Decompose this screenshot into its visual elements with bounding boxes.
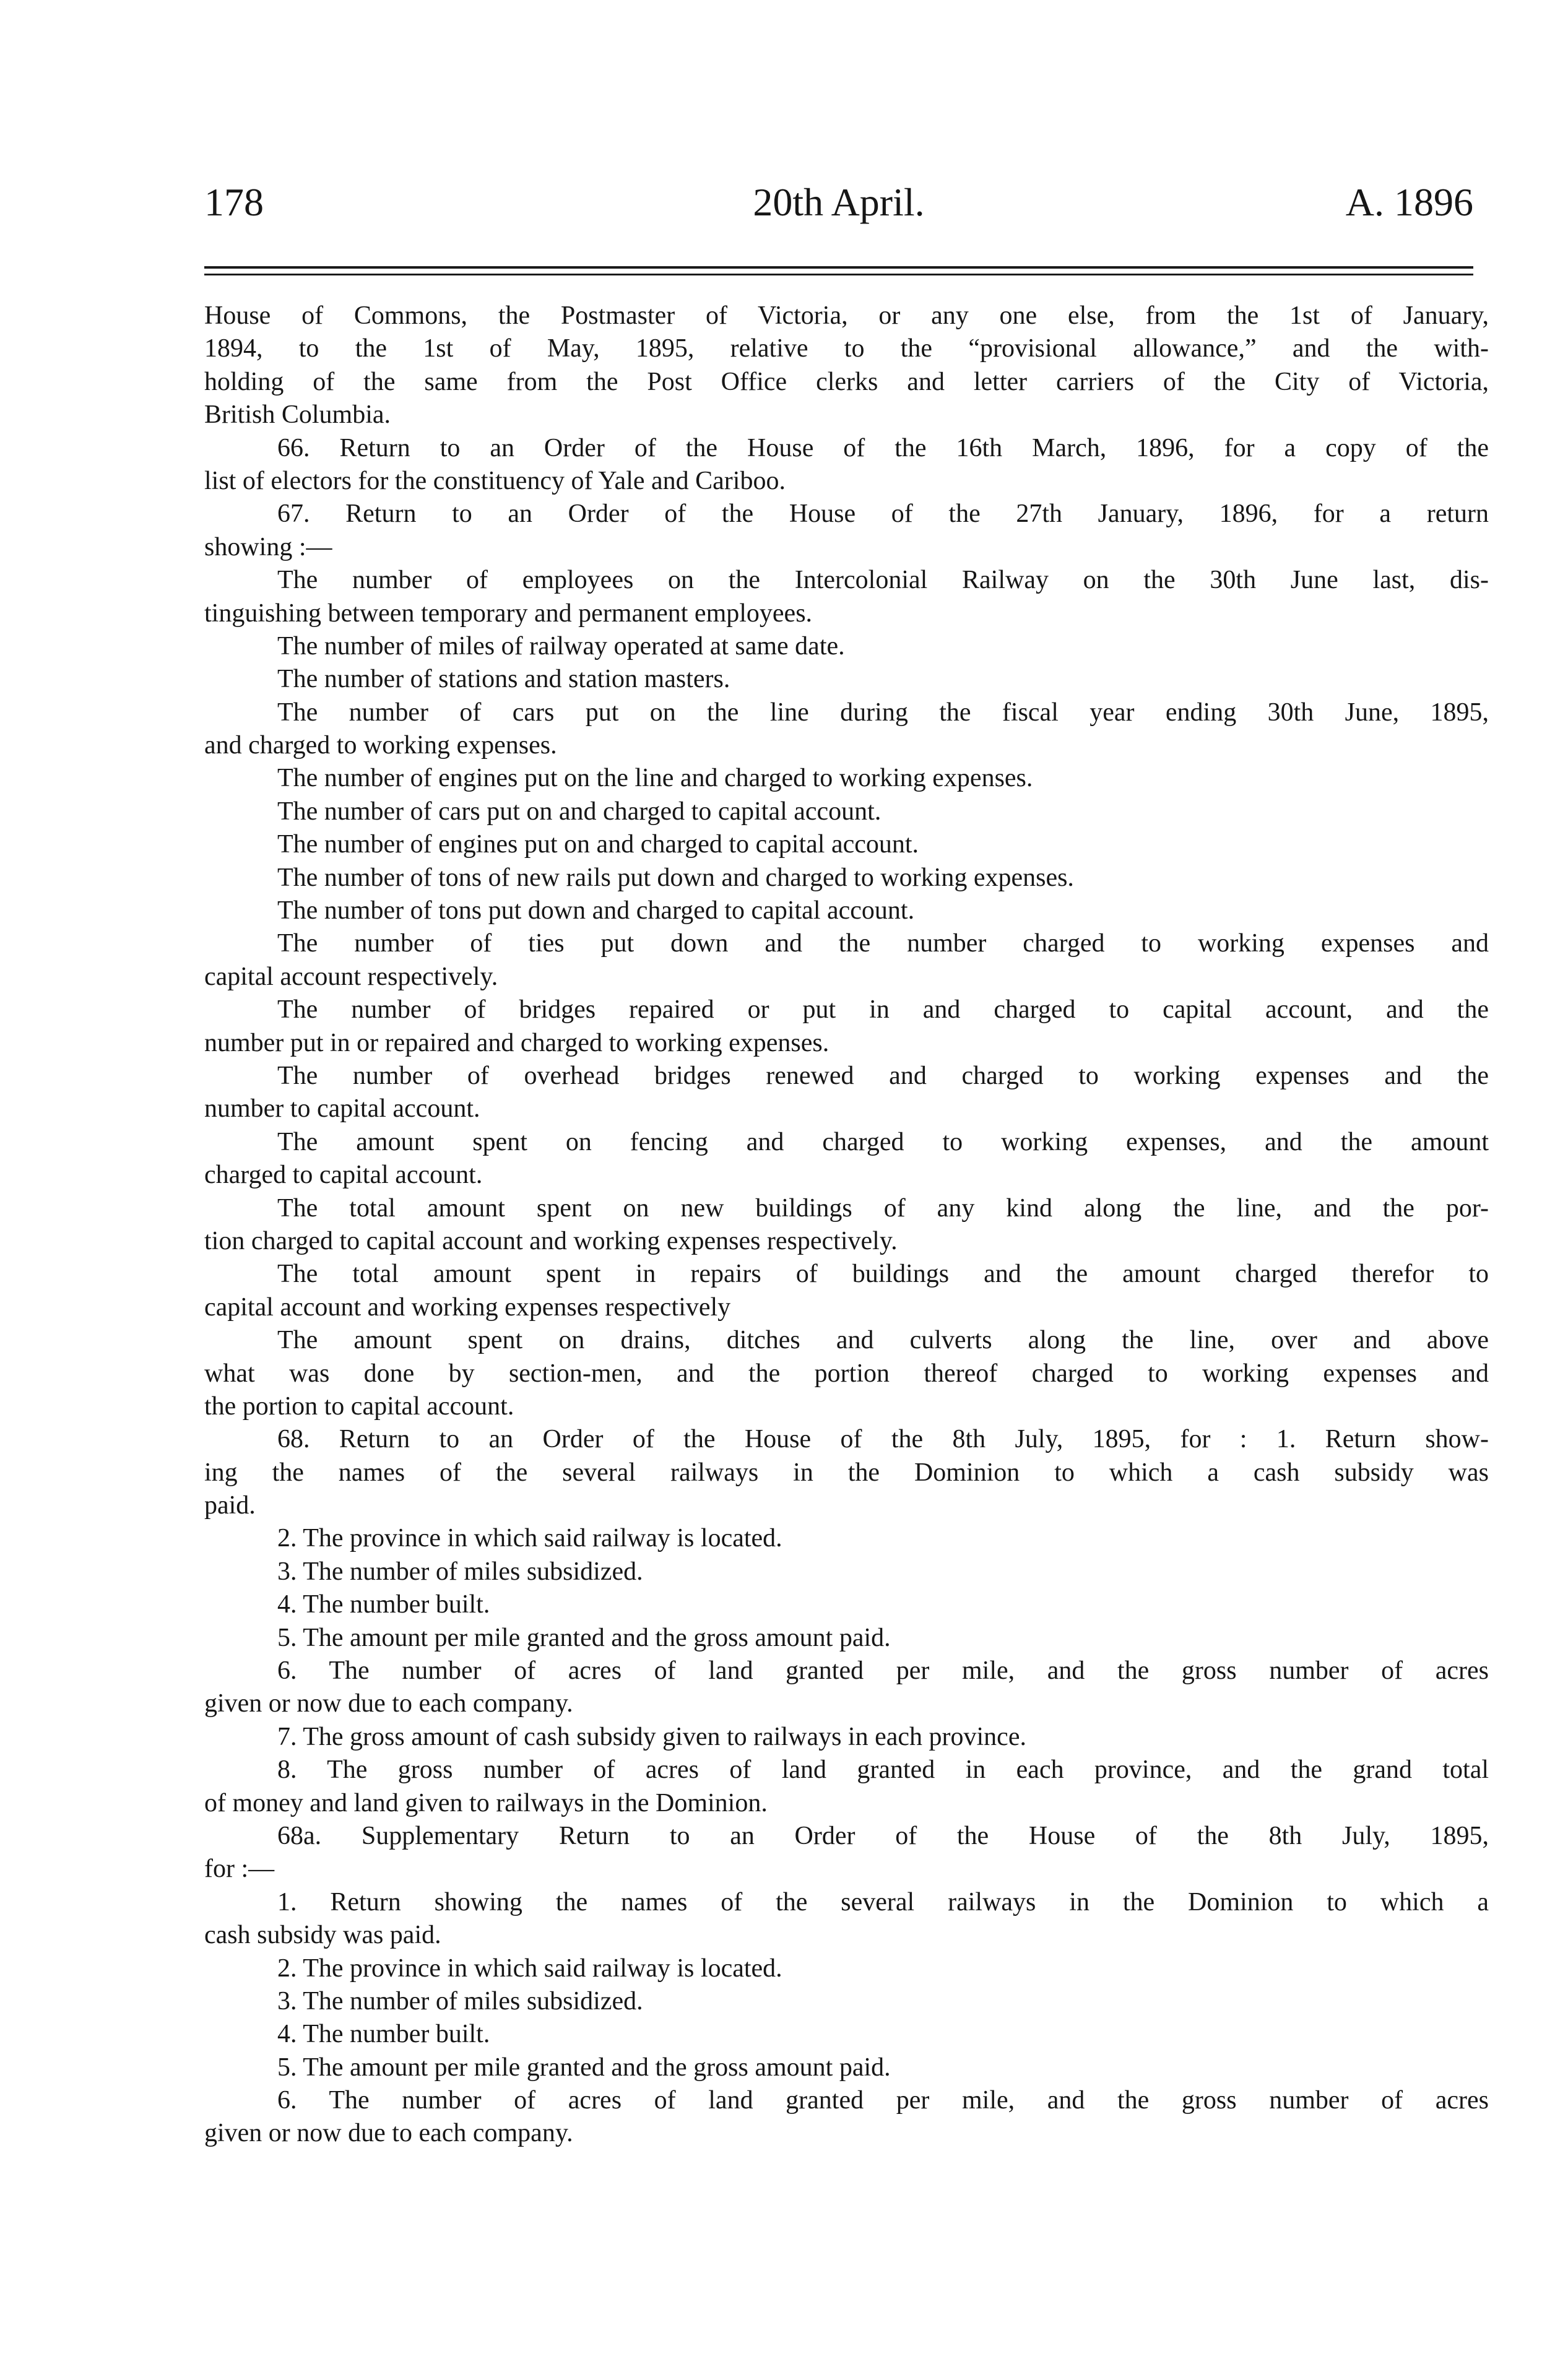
text-line: number put in or repaired and charged to working expenses.	[204, 1028, 829, 1057]
text-line: capital account and working expenses respectively	[204, 1292, 731, 1322]
text-line: 4. The number built.	[277, 1590, 490, 1619]
text-line: 2. The province in which said railway is located.	[277, 1524, 782, 1553]
page-header	[204, 180, 1473, 235]
text-line: The number of miles of railway operated at same date.	[277, 631, 845, 660]
text-line: 3. The number of miles subsidized.	[277, 1986, 643, 2015]
text-line: The number of stations and station masters.	[277, 665, 730, 694]
text-line: British Columbia.	[204, 400, 391, 430]
text-line: 6. The number of acres of land granted per mile, and the gross number of acres	[277, 1656, 1489, 1686]
text-line: charged to capital account.	[204, 1161, 483, 1190]
text-line: The number of ties put down and the number charged to working expenses and	[277, 929, 1489, 958]
text-line: for :—	[204, 1855, 275, 1884]
text-line: 6. The number of acres of land granted per mile, and the gross number of acres	[277, 2086, 1489, 2115]
text-line: given or now due to each company.	[204, 1689, 573, 1718]
text-line: The number of bridges repaired or put in and charged to capital account, and the	[277, 995, 1489, 1024]
text-line: list of electors for the constituency of Yale and Cariboo.	[204, 466, 786, 495]
text-line: The number of tons put down and charged to capital account.	[277, 896, 915, 925]
text-line: cash subsidy was paid.	[204, 1921, 441, 1950]
text-line: tion charged to capital account and working expenses respectively.	[204, 1226, 898, 1255]
text-line: what was done by section-men, and the portion thereof charged to working expenses and	[204, 1359, 1489, 1388]
text-line: 5. The amount per mile granted and the gross amount paid.	[277, 2053, 891, 2082]
header-rule-bottom	[204, 274, 1473, 275]
text-line: The number of cars put on and charged to capital account.	[277, 797, 881, 826]
text-line: the portion to capital account.	[204, 1392, 514, 1421]
text-line: of money and land given to railways in the Dominion.	[204, 1788, 768, 1817]
text-line: The number of engines put on the line and charged to working expenses.	[277, 764, 1033, 793]
text-line: The total amount spent in repairs of buildings and the amount charged therefor to	[277, 1260, 1489, 1289]
running-title: 20th April.	[753, 180, 925, 224]
text-line: holding of the same from the Post Office clerks and letter carriers of the City of Victoria,	[204, 367, 1489, 396]
text-line: The number of cars put on the line during the fiscal year ending 30th June, 1895,	[277, 698, 1489, 727]
text-line: 8. The gross number of acres of land granted in each province, and the grand total	[277, 1756, 1489, 1785]
year-label: A. 1896	[1345, 180, 1473, 224]
text-line: The number of overhead bridges renewed and charged to working expenses and the	[277, 1061, 1489, 1090]
text-line: The number of employees on the Intercolonial Railway on the 30th June last, dis-	[277, 566, 1489, 595]
text-line: showing :—	[204, 532, 332, 561]
text-line: 1. Return showing the names of the several railways in the Dominion to which a	[277, 1887, 1489, 1916]
header-rule-top	[204, 266, 1473, 269]
text-line: 3. The number of miles subsidized.	[277, 1557, 643, 1586]
text-line: paid.	[204, 1491, 256, 1520]
text-line: tinguishing between temporary and permanent employees.	[204, 599, 813, 628]
text-line: number to capital account.	[204, 1094, 480, 1124]
text-line: 68. Return to an Order of the House of the 8th July, 1895, for : 1. Return show-	[277, 1425, 1489, 1454]
text-line: 7. The gross amount of cash subsidy given to railways in each province.	[277, 1722, 1026, 1751]
text-line: 1894, to the 1st of May, 1895, relative to the “provisional allowance,” and the with-	[204, 334, 1489, 363]
text-line: 5. The amount per mile granted and the gross amount paid.	[277, 1623, 891, 1652]
text-line: The amount spent on fencing and charged to working expenses, and the amount	[277, 1127, 1489, 1156]
page-number: 178	[204, 180, 264, 224]
text-line: capital account respectively.	[204, 962, 498, 991]
text-line: The amount spent on drains, ditches and culverts along the line, over and above	[277, 1326, 1489, 1355]
text-line: The number of tons of new rails put down and charged to working expenses.	[277, 863, 1074, 892]
text-line: 68a. Supplementary Return to an Order of the House of the 8th July, 1895,	[277, 1821, 1489, 1850]
text-line: 2. The province in which said railway is located.	[277, 1954, 782, 1983]
text-line: given or now due to each company.	[204, 2119, 573, 2148]
text-line: ing the names of the several railways in the Dominion to which a cash subsidy was	[204, 1458, 1489, 1487]
text-line: House of Commons, the Postmaster of Victoria, or any one else, from the 1st of January,	[204, 301, 1489, 330]
text-line: and charged to working expenses.	[204, 731, 557, 760]
text-line: 4. The number built.	[277, 2020, 490, 2049]
text-line: 66. Return to an Order of the House of the 16th March, 1896, for a copy of the	[277, 433, 1489, 462]
text-line: 67. Return to an Order of the House of the 27th January, 1896, for a return	[277, 500, 1489, 529]
text-line: The number of engines put on and charged to capital account.	[277, 830, 919, 859]
body-text	[204, 300, 1489, 2150]
text-line: The total amount spent on new buildings of any kind along the line, and the por-	[277, 1193, 1489, 1223]
